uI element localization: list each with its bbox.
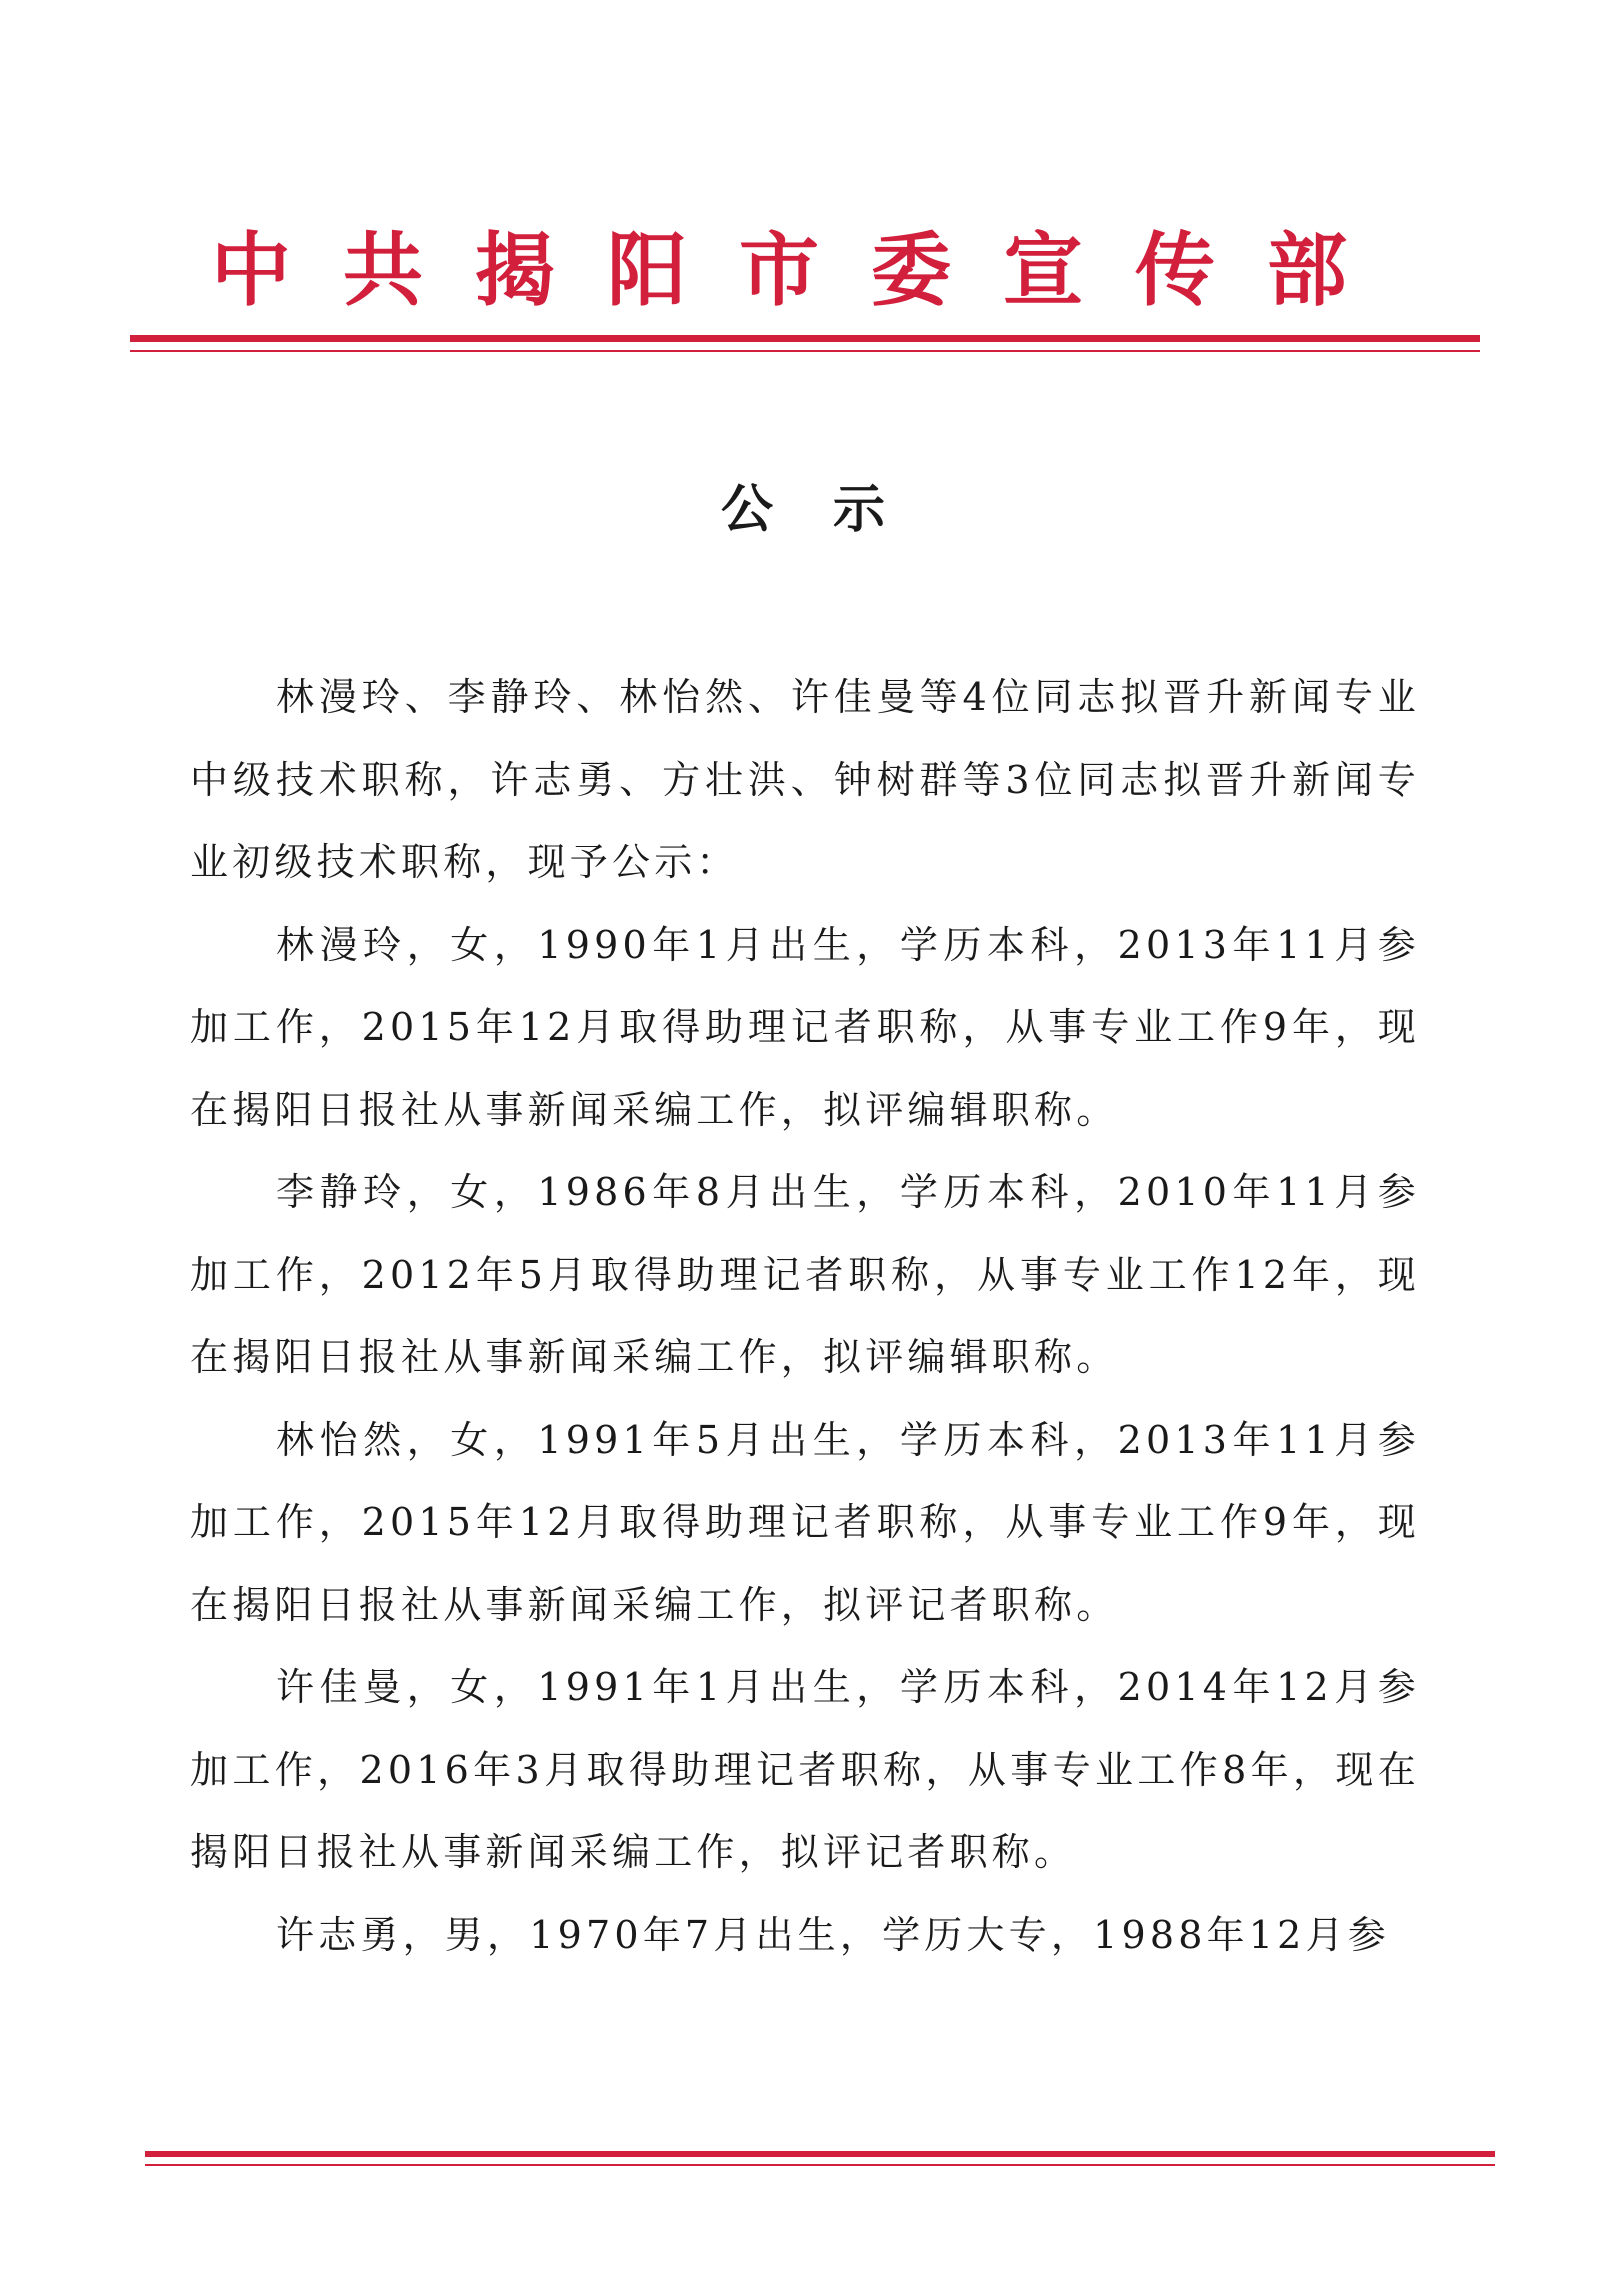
candidate-paragraph: 林怡然，女，1991年5月出生，学历本科，2013年11月参加工作，2015年12月取得助理记者职称，从事专业工作9年，现在揭阳日报社从事新闻采编工作，拟评记者职称。 xyxy=(190,1417,1420,1627)
candidate-paragraph: 许志勇，男，1970年7月出生，学历大专，1988年12月参 xyxy=(276,1912,1390,1957)
candidate-paragraph: 林漫玲，女，1990年1月出生，学历本科，2013年11月参加工作，2015年12月取得助理记者职称，从事专业工作9年，现在揭阳日报社从事新闻采编工作，拟评编辑职称。 xyxy=(190,922,1420,1132)
masthead-rule-thick xyxy=(130,335,1480,342)
masthead-org-name: 中共揭阳市委宣传部 xyxy=(211,223,1399,317)
footer-rule-thick xyxy=(145,2151,1495,2157)
candidate-paragraph: 许佳曼，女，1991年1月出生，学历本科，2014年12月参加工作，2016年3月取得助理记者职称，从事专业工作8年，现在揭阳日报社从事新闻采编工作，拟评记者职称。 xyxy=(190,1665,1420,1874)
document-body xyxy=(190,656,1420,1976)
footer-rule-thin xyxy=(145,2164,1495,2166)
candidate-paragraph: 李静玲，女，1986年8月出生，学历本科，2010年11月参加工作，2012年5月取得助理记者职称，从事专业工作12年，现在揭阳日报社从事新闻采编工作，拟评编辑职称。 xyxy=(190,1170,1420,1379)
masthead-rule-thin xyxy=(130,350,1480,352)
document-title: 公示 xyxy=(720,480,945,540)
intro-paragraph: 林漫玲、李静玲、林怡然、许佳曼等4位同志拟晋升新闻专业中级技术职称，许志勇、方壮洪、钟树群等3位同志拟晋升新闻专业初级技术职称，现予公示： xyxy=(190,675,1420,884)
